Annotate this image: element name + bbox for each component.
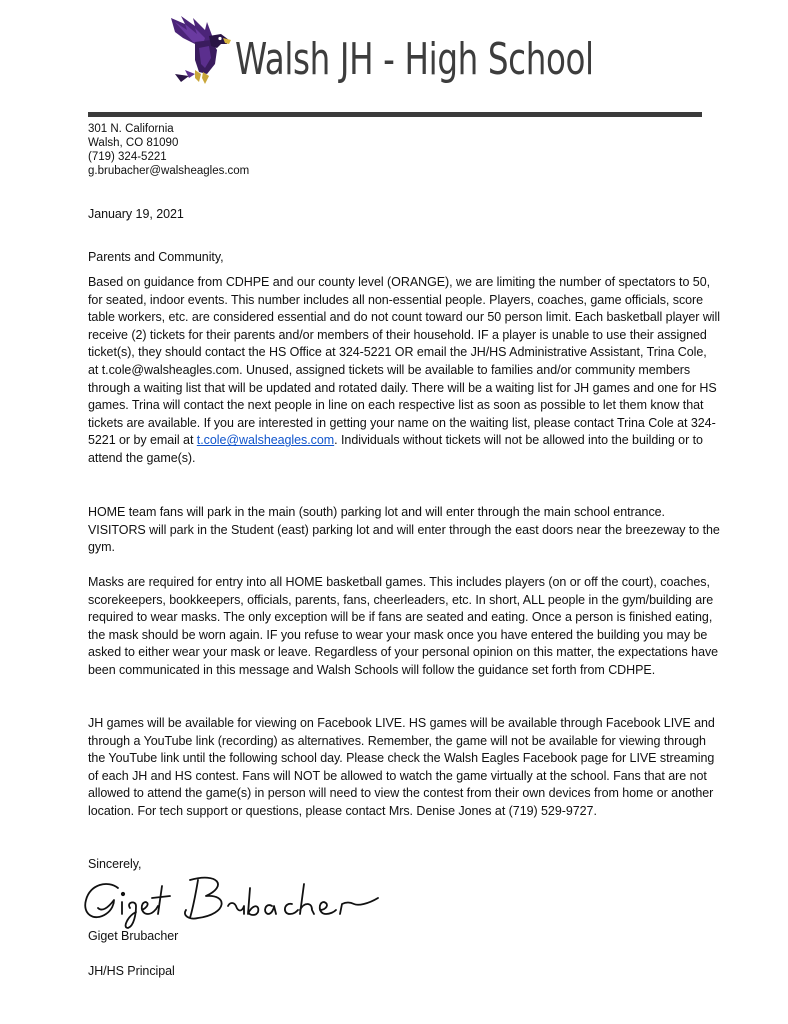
handwritten-signature: [78, 868, 388, 930]
salutation: Parents and Community,: [88, 250, 224, 264]
paragraph-tickets-text-end: . Individuals without tickets will not be allowed into the building or to attend the game(s).: [88, 433, 703, 465]
letterhead: [165, 14, 725, 94]
paragraph-parking-text: HOME team fans will park in the main (south) parking lot and will enter through the main school entrance. VISITORS will park in the Student (east) parking lot and will enter through the east doors near the breezeway to the gym.: [88, 505, 720, 555]
paragraph-masks: [88, 574, 720, 680]
letter-date: January 19, 2021: [88, 207, 184, 221]
paragraph-parking: [88, 504, 720, 557]
paragraph-streaming-text: JH games will be available for viewing on Facebook LIVE. HS games will be available through Facebook LIVE and through a YouTube link (recording) as alternatives. Remember, the game will not be available for viewing through the YouTube link until the following school day. Please check the Walsh Eagles Facebook page for LIVE streaming of each JH and HS contest. Fans will NOT be allowed to watch the game virtually at the school. Fans that are not allowed to attend the game(s) in person will need to view the contest from their own devices from home or another location. For tech support or questions, please contact Mrs. Denise Jones at (719) 529-9727.: [88, 716, 715, 818]
signer-name: Giget Brubacher: [88, 929, 179, 943]
paragraph-streaming: [88, 715, 720, 821]
letterhead-divider: [88, 112, 702, 117]
paragraph-tickets-text: Based on guidance from CDHPE and our county level (ORANGE), we are limiting the number of spectators to 50, for seated, indoor events. This number includes all non-essential people. Players, coaches, game officials, score table workers, etc. are considered essential and do not count toward our 50 person limit. Each basketball player will receive (2) tickets for their parents and/or members of their household. IF a player is unable to use their assigned ticket(s), they should contact the HS Office at 324-5221 OR email the JH/HS Administrative Assistant, Trina Cole, at t.cole@walsheagles.com. Unused, assigned tickets will be available to families and/or community members through a waiting list that will be updated and rotated daily. There will be a waiting list for JH games and one for HS games. Trina will contact the next people in line on each respective list as soon as possible to let them know that tickets are available. If you are interested in getting your name on the waiting list, please contact Trina Cole at 324-5221 or by email at: [88, 275, 720, 448]
school-name: Walsh JH - High School: [235, 34, 594, 85]
address-block: [88, 122, 249, 178]
city-state-zip: Walsh, CO 81090: [88, 137, 179, 149]
phone-number: (719) 324-5221: [88, 151, 167, 163]
closing: Sincerely,: [88, 857, 142, 871]
eagle-mascot-icon: [165, 14, 235, 86]
signer-title: JH/HS Principal: [88, 964, 175, 978]
email-address: g.brubacher@walsheagles.com: [88, 165, 250, 177]
paragraph-tickets: [88, 274, 720, 468]
trina-cole-email-link[interactable]: t.cole@walsheagles.com: [196, 433, 335, 448]
street-address: 301 N. California: [88, 123, 174, 135]
paragraph-masks-text: Masks are required for entry into all HOME basketball games. This includes players (on or off the court), coaches, scorekeepers, bookkeepers, officials, parents, fans, cheerleaders, etc. In short, ALL people in the gym/building are required to wear masks. The only exception will be if fans are seated and eating. Once a person is finished eating, the mask should be worn again. IF you refuse to wear your mask once you have entered the building you may be asked to either wear your mask or leave. Regardless of your personal opinion on this matter, the expectations have been communicated in this message and Walsh Schools will follow the guidance set forth from CDHPE.: [88, 575, 719, 677]
